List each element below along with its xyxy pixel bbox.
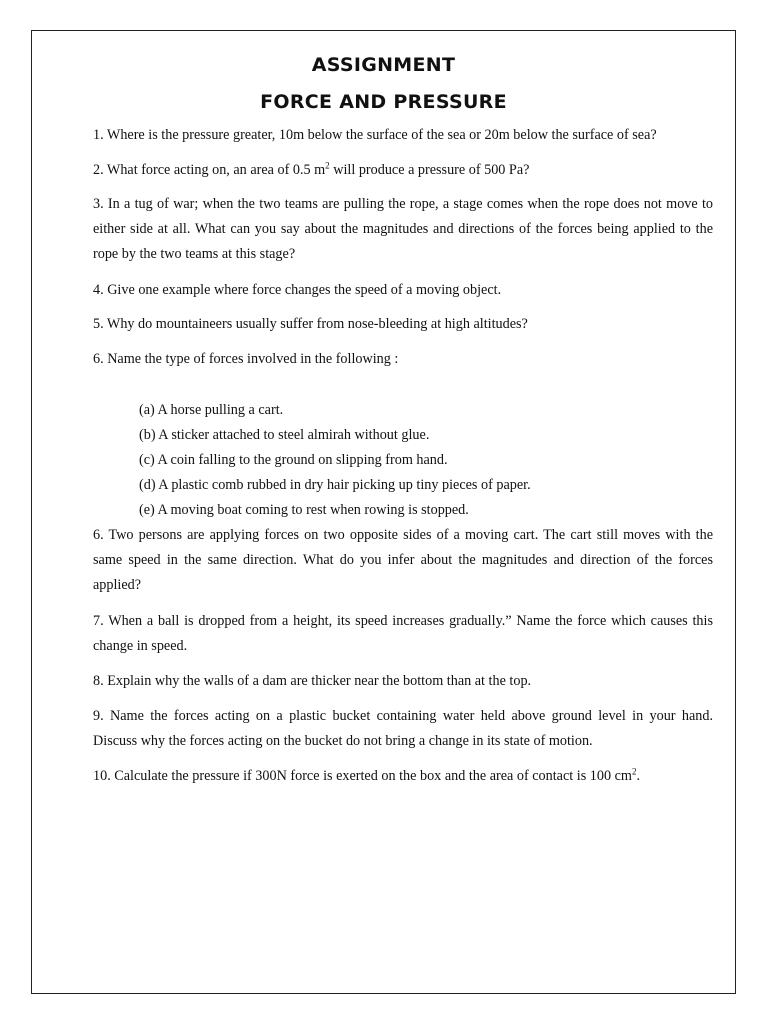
question-8: 8. Explain why the walls of a dam are thicker near the bottom than at the top. xyxy=(93,673,532,689)
question-10-text-end: . xyxy=(636,768,640,784)
question-4: 4. Give one example where force changes the speed of a moving object. xyxy=(93,282,502,298)
question-10-superscript: 2 xyxy=(631,766,637,777)
question-6-item-b: (b) A sticker attached to steel almirah without glue. xyxy=(139,427,430,443)
question-2-text: 2. What force acting on, an area of 0.5 m xyxy=(93,162,326,178)
assignment-title: ASSIGNMENT xyxy=(311,54,456,76)
topic-title: FORCE AND PRESSURE xyxy=(260,91,507,113)
question-5: 5. Why do mountaineers usually suffer from nose-bleeding at high altitudes? xyxy=(93,316,528,332)
question-3: 3. In a tug of war; when the two teams are pulling the rope, a stage comes when the rope does not move to either side at all. What can you say about the magnitudes and directions of the forces being applied to the rope by the two teams at this stage? xyxy=(93,196,713,262)
question-1: 1. Where is the pressure greater, 10m below the surface of the sea or 20m below the surface of sea? xyxy=(93,127,657,143)
question-2 xyxy=(93,158,713,183)
question-10 xyxy=(93,764,713,789)
question-7: 7. When a ball is dropped from a height, its speed increases gradually.” Name the force which causes this change in speed. xyxy=(93,613,713,654)
question-2-text-end: will produce a pressure of 500 Pa? xyxy=(329,162,530,178)
question-6-item-a: (a) A horse pulling a cart. xyxy=(139,402,284,418)
question-6-item-d: (d) A plastic comb rubbed in dry hair picking up tiny pieces of paper. xyxy=(139,477,531,493)
question-6: 6. Name the type of forces involved in the following : xyxy=(93,351,399,367)
question-6b: 6. Two persons are applying forces on two opposite sides of a moving cart. The cart still moves with the same speed in the same direction. What do you infer about the magnitudes and direction of the forces applied? xyxy=(93,527,713,593)
question-6-item-e: (e) A moving boat coming to rest when rowing is stopped. xyxy=(139,502,469,518)
question-6-item-c: (c) A coin falling to the ground on slipping from hand. xyxy=(139,452,448,468)
question-9: 9. Name the forces acting on a plastic bucket containing water held above ground level in your hand. Discuss why the forces acting on the bucket do not bring a change in its state of motion. xyxy=(93,708,713,749)
question-10-text: 10. Calculate the pressure if 300N force is exerted on the box and the area of contact is 100 cm xyxy=(93,768,632,784)
question-2-superscript: 2 xyxy=(325,160,330,171)
